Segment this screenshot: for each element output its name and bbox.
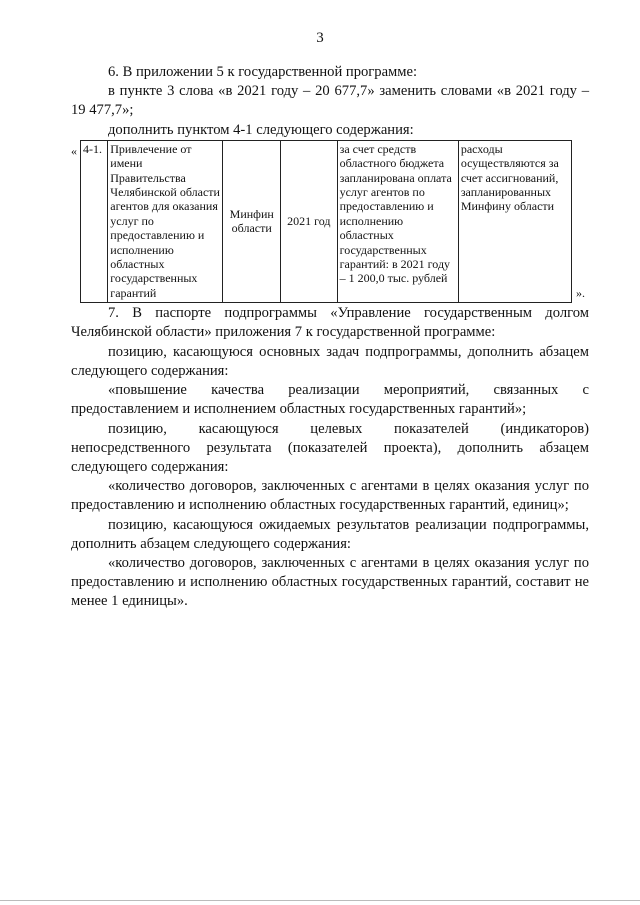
paragraph-indicators-text: «количество договоров, заключенных с агентами в целях оказания услуг по предоставлению и исполнению областных государственных гарантий, единиц»; [71, 478, 589, 514]
inserted-table [80, 140, 572, 303]
paragraph-tasks-text: «повышение качества реализации мероприятий, связанных с предоставлением и исполнением областных государственных гарантий»; [71, 382, 589, 418]
cell-year: 2021 год [281, 140, 338, 302]
cell-measure: Привлечение от имени Правительства Челябинской области агентов для оказания услуг по предоставлению и исполнению областных государственных гарантий [108, 140, 223, 302]
paragraph-tasks-position: позицию, касающуюся основных задач подпрограммы, дополнить абзацем следующего содержания: [71, 343, 589, 379]
table-row [81, 140, 572, 302]
paragraph-results-text: «количество договоров, заключенных с агентами в целях оказания услуг по предоставлению и исполнению областных государственных гарантий, составит не менее 1 единицы». [71, 554, 589, 610]
page-bottom-divider [0, 900, 640, 901]
paragraph-replace-words: в пункте 3 слова «в 2021 году – 20 677,7» заменить словами «в 2021 году – 19 477,7»; [71, 83, 589, 119]
table-open-quote: « [71, 143, 77, 158]
cell-note: расходы осуществляются за счет ассигнований, запланированных Минфину области [458, 140, 571, 302]
table-close-quote: ». [576, 286, 585, 301]
paragraph-item-7: 7. В паспорте подпрограммы «Управление государственным долгом Челябинской области» приложения 7 к государственной программе: [71, 305, 589, 341]
paragraph-item-6: 6. В приложении 5 к государственной программе: [108, 64, 418, 80]
inserted-table-block [71, 140, 589, 303]
document-body [71, 63, 589, 612]
paragraph-indicators-position: позицию, касающуюся целевых показателей (индикаторов) непосредственного результата (показателей проекта), дополнить абзацем следующего содержания: [71, 420, 589, 475]
paragraph-add-point: дополнить пунктом 4-1 следующего содержания: [108, 121, 414, 138]
paragraph-results-position: позицию, касающуюся ожидаемых результатов реализации подпрограммы, дополнить абзацем следующего содержания: [71, 516, 589, 552]
cell-number: 4-1. [81, 140, 108, 302]
cell-funding: за счет средств областного бюджета запланирована оплата услуг агентов по предоставлению и исполнению областных государственных гарантий: в 2021 году – 1 200,0 тыс. рублей [337, 140, 458, 302]
cell-executor: Минфин области [223, 140, 281, 302]
page-number: 3 [316, 30, 324, 46]
